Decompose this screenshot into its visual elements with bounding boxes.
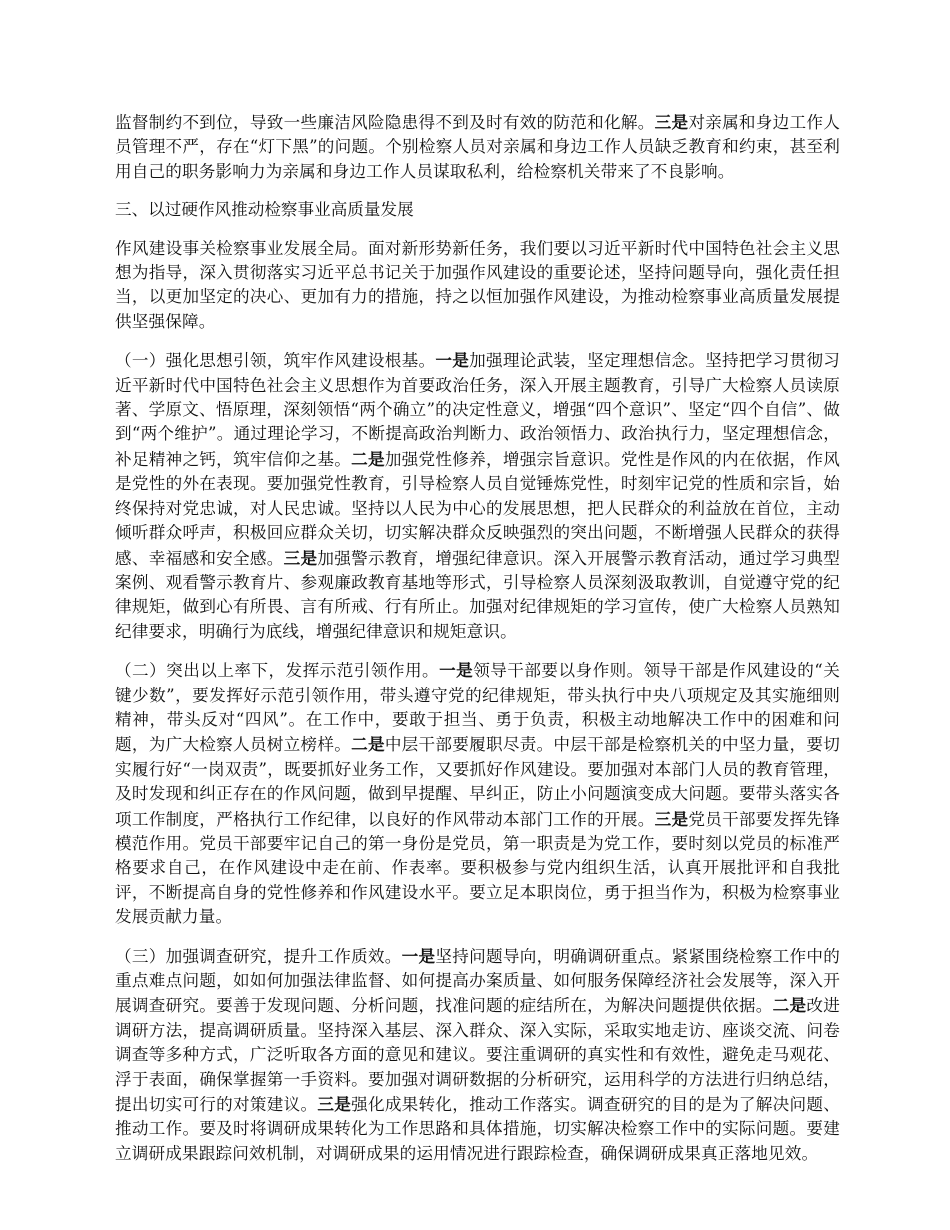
ordinal-label: 一是 bbox=[439, 660, 474, 681]
subsection-heading: （一）强化思想引领，筑牢作风建设根基。 bbox=[115, 351, 436, 371]
text-run: 党员干部要发挥先锋模范作用。党员干部要牢记自己的第一身份是党员，第一职责是为党工作，要时刻以党员的标准严格要求自己，在作风建设中走在前、作表率。要积极参与党内组织生活，认真开展批评和自我批评，不断提高自身的党性修养和作风建设水平。要立足本职岗位，勇于担当作为，积极为检察事业发展贡献力量。 bbox=[115, 809, 840, 927]
ordinal-label: 二是 bbox=[772, 995, 807, 1016]
text-run: 加强党性修养，增强宗旨意识。党性是作风的内在依据，作风是党性的外在表现。要加强党性教育，引导检察人员自觉锤炼党性，时刻牢记党的性质和宗旨，始终保持对党忠诚，对人民忠诚。坚持以人民为中心的发展思想，把人民群众的利益放在首位，主动倾听群众呼声，积极回应群众关切，切实解决群众反映强烈的突出问题，不断增强人民群众的获得感、幸福感和安全感。 bbox=[115, 449, 840, 568]
ordinal-label: 一是 bbox=[435, 350, 470, 371]
ordinal-label: 二是 bbox=[351, 734, 385, 755]
ordinal-label: 二是 bbox=[351, 448, 385, 469]
text-run: 坚持问题导向，明确调研重点。紧紧围绕检察工作中的重点难点问题，如如何加强法律监督、如何提高办案质量、如何服务保障经济社会发展等，深入开展调查研究。要善于发现问题、分析问题，找准问题的症结所在，为解决问题提供依据。 bbox=[115, 946, 840, 1016]
ordinal-label: 三是 bbox=[283, 547, 318, 568]
para-intro bbox=[115, 237, 840, 335]
text-run: 中层干部要履职尽责。中层干部是检察机关的中坚力量，要切实履行好“一岗双责”，既要抓好业务工作，又要抓好作风建设。要加强对本部门人员的教育管理，及时发现和纠正存在的作风问题，做到早提醒、早纠正，防止小问题演变成大问题。要带头落实各项工作制度，严格执行工作纪律，以良好的作风带动本部门工作的开展。 bbox=[115, 735, 840, 829]
subsection-heading: （二）突出以上率下，发挥示范引领作用。 bbox=[115, 661, 440, 681]
para-continuation bbox=[115, 110, 840, 184]
heading-text: 三、以过硬作风推动检察事业高质量发展 bbox=[115, 200, 414, 220]
text-run: 强化成果转化，推动工作落实。调查研究的目的是为了解决问题、推动工作。要及时将调研成果转化为工作思路和具体措施，切实解决检察工作中的实际问题。要建立调研成果跟踪问效机制，对调研成果的运用情况进行跟踪检查，确保调研成果真正落地见效。 bbox=[115, 1095, 840, 1163]
para-section-2 bbox=[115, 658, 840, 929]
text-run: 监督制约不到位，导致一些廉洁风险隐患得不到及时有效的防范和化解。 bbox=[115, 113, 655, 132]
text-run: 作风建设事关检察事业发展全局。面对新形势新任务，我们要以习近平新时代中国特色社会主义思想为指导，深入贯彻落实习近平总书记关于加强作风建设的重要论述，坚持问题导向，强化责任担当，以更加坚定的决心、更加有力的措施，持之以恒加强作风建设，为推动检察事业高质量发展提供坚强保障。 bbox=[115, 238, 840, 331]
text-run: 领导干部要以身作则。领导干部是作风建设的“关键少数”，要发挥好示范引领作用，带头遵守党的纪律规矩，带头执行中央八项规定及其实施细则精神，带头反对“四风”。在工作中，要敢于担当、勇于负责，积极主动地解决工作中的困难和问题，为广大检察人员树立榜样。 bbox=[115, 661, 840, 755]
ordinal-label: 一是 bbox=[401, 945, 436, 966]
text-run: 对亲属和身边工作人员管理不严，存在“灯下黑”的问题。个别检察人员对亲属和身边工作人员缺乏教育和约束，甚至利用自己的职务影响力为亲属和身边工作人员谋取私利，给检察机关带来了不良影响。 bbox=[115, 113, 840, 181]
text-run: 加强警示教育，增强纪律意识。深入开展警示教育活动，通过学习典型案例、观看警示教育片、参观廉政教育基地等形式，引导检察人员深刻汲取教训，自觉遵守党的纪律规矩，做到心有所畏、言有所戒、行有所止。加强对纪律规矩的学习宣传，使广大检察人员熟知纪律要求，明确行为底线，增强纪律意识和规矩意识。 bbox=[115, 548, 841, 641]
text-run: 加强理论武装，坚定理想信念。坚持把学习贯彻习近平新时代中国特色社会主义思想作为首要政治任务，深入开展主题教育，引导广大检察人员读原著、学原文、悟原理，深刻领悟“两个确立”的决定性意义，增强“四个意识”、坚定“四个自信”、做到“两个维护”。通过理论学习，不断提高政治判断力、政治领悟力、政治执行力，坚定理想信念，补足精神之钙，筑牢信仰之基。 bbox=[115, 351, 840, 469]
ordinal-label: 三是 bbox=[654, 808, 689, 829]
text-run: 改进调研方法，提高调研质量。坚持深入基层、深入群众、深入实际，采取实地走访、座谈交流、问卷调查等多种方式，广泛听取各方面的意见和建议。要注重调研的真实性和有效性，避免走马观花、浮于表面，确保掌握第一手资料。要加强对调研数据的分析研究，运用科学的方法进行归纳总结，提出切实可行的对策建议。 bbox=[115, 996, 840, 1115]
para-section-3 bbox=[115, 944, 840, 1167]
ordinal-label: 三是 bbox=[317, 1094, 352, 1115]
section-heading-3 bbox=[115, 198, 840, 222]
ordinal-label: 三是 bbox=[654, 112, 689, 132]
para-section-1 bbox=[115, 348, 840, 644]
subsection-heading: （三）加强调查研究，提升工作质效。 bbox=[115, 946, 402, 966]
